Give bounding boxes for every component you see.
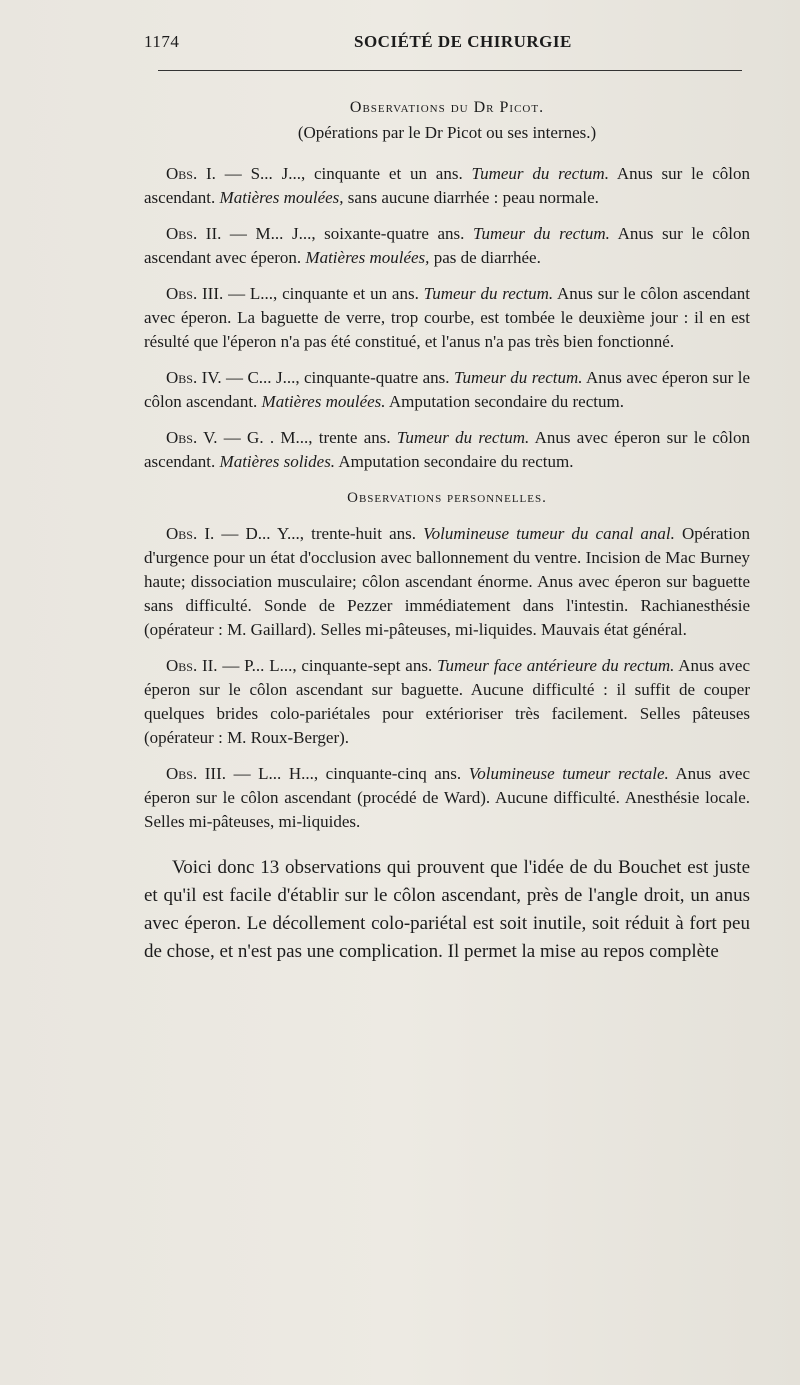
- observation-paragraph: [144, 654, 750, 750]
- observation-label: Obs. II.: [166, 224, 222, 243]
- running-title: SOCIÉTÉ DE CHIRURGIE: [354, 32, 572, 51]
- observation-diagnosis: Tumeur du rectum.: [396, 428, 530, 447]
- observation-paragraph: [144, 366, 750, 414]
- running-header: [144, 32, 750, 56]
- observation-paragraph: [144, 162, 750, 210]
- page-body: [144, 96, 750, 985]
- observation-label: Obs. I.: [166, 524, 215, 543]
- observation-patient: — S... J..., cinquante et un ans.: [215, 164, 472, 183]
- observation-patient: — D... Y..., trente-huit ans.: [214, 524, 424, 543]
- observation-stool: Matières moulées,: [305, 248, 430, 267]
- observation-patient: — P... L..., cinquante-sept ans.: [217, 656, 437, 675]
- observation-paragraph: [144, 222, 750, 270]
- observation-text-end: sans aucune diarrhée : peau normale.: [343, 188, 599, 207]
- observation-paragraph: [144, 426, 750, 474]
- observation-patient: — G. . M..., trente ans.: [217, 428, 397, 447]
- observation-text: Anus avec éperon sur le côlon ascendant.: [144, 428, 751, 471]
- observation-text: Opération d'urgence pour un état d'occlusion avec ballonnement du ventre. Incision de Mac Burney haute; dissociation musculaire; côlon ascendant énorme. Anus avec éperon sur baguette sans difficulté. Sonde de Pezzer immédiatement dans l'intestin. Rachianesthésie (opérateur : M. Gaillard). Selles mi-pâteuses, mi-liquides. Mauvais état général.: [144, 524, 750, 639]
- observation-paragraph: [144, 762, 750, 834]
- section-title-personal: Observations personnelles.: [347, 490, 547, 506]
- observation-paragraph: [144, 522, 750, 642]
- header-rule: [158, 70, 742, 71]
- observation-text-end: Amputation secondaire du rectum.: [335, 452, 574, 471]
- observation-label: Obs. V.: [166, 428, 218, 447]
- observation-patient: — L... H..., cinquante-cinq ans.: [226, 764, 469, 783]
- observation-diagnosis: Tumeur du rectum.: [453, 368, 583, 387]
- conclusion-paragraph: Voici donc 13 observations qui prouvent que l'idée de du Bouchet est juste et qu'il est facile d'établir sur le côlon ascendant, près de l'angle droit, un anus avec éperon. Le décollement colo-pariétal est soit inutile, soit réduit à fort peu de chose, et n'est pas une complication. Il permet la mise au repos complète: [144, 857, 750, 962]
- section-title-picot: Observations du Dr Picot.: [349, 99, 545, 116]
- observation-text: Anus sur le côlon ascendant avec éperon. La baguette de verre, trop courbe, est tombée le deuxième jour : il en est résulté que l'éperon n'a pas été constitué, et l'anus n'a pas très bien fonctionné.: [144, 284, 751, 351]
- observation-paragraph: [144, 282, 750, 354]
- observation-label: Obs. II.: [166, 656, 218, 675]
- observation-label: Obs. III.: [166, 764, 227, 783]
- observations-personal: [144, 522, 750, 834]
- observation-diagnosis: Tumeur du rectum.: [473, 224, 610, 243]
- observation-patient: — M... J..., soixante-quatre ans.: [221, 224, 473, 243]
- section-subtitle-picot: (Opérations par le Dr Picot ou ses internes.): [297, 123, 597, 142]
- observations-picot: [144, 162, 750, 474]
- observation-diagnosis: Tumeur face antérieure du rectum.: [436, 656, 675, 675]
- observation-diagnosis: Volumineuse tumeur du canal anal.: [423, 524, 675, 543]
- observation-text: Anus avec éperon sur le côlon ascendant.: [144, 368, 750, 411]
- observation-label: Obs. IV.: [166, 368, 222, 387]
- observation-stool: Matières moulées,: [219, 188, 344, 207]
- observation-patient: — L..., cinquante et un ans.: [223, 284, 424, 303]
- page-number: 1174: [144, 32, 180, 51]
- observation-text: Anus sur le côlon ascendant.: [144, 164, 750, 207]
- observation-stool: Matières moulées.: [261, 392, 386, 411]
- observation-diagnosis: Tumeur du rectum.: [471, 164, 609, 183]
- observation-text: Anus sur le côlon ascendant avec éperon.: [144, 224, 751, 267]
- observation-text-end: Amputation secondaire du rectum.: [385, 392, 624, 411]
- observation-text: Anus avec éperon sur le côlon ascendant sur baguette. Aucune difficulté : il suffit de couper quelques brides colo-pariétales pour extérioriser très facilement. Selles pâteuses (opérateur : M. Roux-Berger).: [144, 656, 751, 747]
- observation-diagnosis: Volumineuse tumeur rectale.: [468, 764, 669, 783]
- observation-text: Anus avec éperon sur le côlon ascendant (procédé de Ward). Aucune difficulté. Anesthésie locale. Selles mi-pâteuses, mi-liquides.: [144, 764, 750, 831]
- observation-diagnosis: Tumeur du rectum.: [423, 284, 554, 303]
- observation-label: Obs. I.: [166, 164, 216, 183]
- observation-text-end: pas de diarrhée.: [429, 248, 541, 267]
- observation-patient: — C... J..., cinquante-quatre ans.: [221, 368, 454, 387]
- observation-label: Obs. III.: [166, 284, 224, 303]
- observation-stool: Matières solides.: [219, 452, 336, 471]
